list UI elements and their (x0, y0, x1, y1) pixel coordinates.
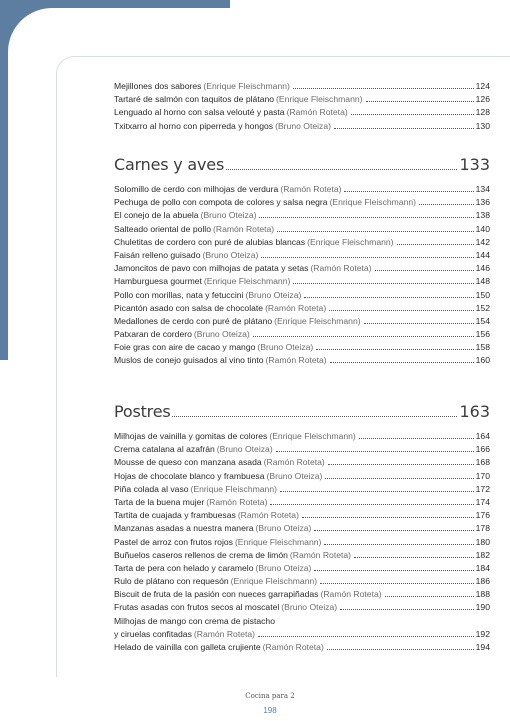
entry-author: (Ramón Roteta) (237, 510, 299, 521)
dot-leader (270, 504, 473, 505)
dot-leader (172, 416, 457, 417)
entry-page: 136 (475, 197, 490, 208)
toc-entry (114, 183, 490, 196)
entry-author: (Ramón Roteta) (213, 223, 275, 234)
entry-page: 158 (475, 342, 490, 353)
toc-entry (114, 80, 490, 93)
entry-page: 140 (475, 223, 490, 234)
entry-page: 156 (475, 329, 490, 340)
entry-page: 146 (475, 263, 490, 274)
entry-author: (Bruno Oteiza) (275, 120, 331, 131)
entry-author: (Ramón Roteta) (289, 549, 352, 560)
entry-author: (Bruno Oteiza) (255, 523, 312, 534)
entry-author: (Enrique Fleischmann) (274, 315, 361, 326)
entry-line2 (114, 628, 490, 641)
entry-author: (Enrique Fleischmann) (203, 81, 290, 91)
dot-leader (334, 128, 474, 129)
entry-author: (Ramón Roteta) (265, 302, 327, 313)
dot-leader (324, 544, 473, 545)
entry-page: 166 (475, 444, 490, 455)
toc-entry (114, 354, 490, 367)
toc-entry (114, 196, 490, 209)
section-page: 133 (459, 155, 490, 174)
entry-author: (Enrique Fleischmann) (269, 431, 356, 441)
dot-leader (293, 283, 473, 284)
toc-entry (114, 93, 490, 106)
entry-name: Medallones de cerdo con puré de plátano (114, 315, 273, 326)
dot-leader (293, 88, 474, 89)
toc-entry (114, 456, 490, 469)
toc-entry (114, 275, 490, 288)
entry-name: Picantón asado con salsa de chocolate (114, 302, 264, 313)
dot-leader (277, 231, 474, 232)
entry-page: 170 (475, 470, 490, 481)
entry-author: (Bruno Oteiza) (281, 602, 338, 613)
toc-entry (114, 289, 490, 302)
dot-leader (253, 336, 474, 337)
entry-page: 168 (475, 457, 490, 468)
entry-author: (Ramón Roteta) (263, 457, 325, 468)
entry-page: 148 (475, 276, 490, 287)
entry-name: Pechuga de pollo con compota de colores y salsa negra (114, 197, 328, 208)
entry-name: Hamburguesa gourmet (114, 276, 202, 287)
dot-leader (385, 596, 474, 597)
entry-name: Biscuit de fruta de la pasión con nueces garrapiñadas (114, 589, 319, 600)
entry-name: Crema catalana al azafrán (114, 444, 215, 455)
entry-author: (Enrique Fleischmann) (234, 536, 322, 547)
entry-name: Txitxarro al horno con piperreda y hongos (114, 120, 274, 131)
entry-name: Jamoncitos de pavo con milhojas de patata y setas (114, 263, 309, 274)
dot-leader (261, 257, 473, 258)
toc-entry (114, 249, 490, 262)
toc-entry (114, 236, 490, 249)
toc-entry (114, 341, 490, 354)
dot-leader (397, 244, 474, 245)
entry-name: Pastel de arroz con frutos rojos (114, 536, 233, 547)
entry-author: (Enrique Fleischmann) (276, 94, 363, 105)
toc-entry (114, 470, 490, 483)
entry-author: (Bruno Oteiza) (193, 329, 250, 340)
toc-entry (114, 615, 490, 641)
entry-author: (Bruno Oteiza) (257, 342, 314, 353)
toc-entry (114, 536, 490, 549)
toc-entry (114, 562, 490, 575)
toc-intro-list (114, 80, 490, 133)
entry-name: Chuletitas de cordero con puré de alubias blancas (114, 236, 306, 247)
entry-page: 128 (475, 107, 490, 118)
dot-leader (329, 310, 473, 311)
entry-name: Pollo con morillas, nata y fetuccini (114, 289, 244, 300)
toc-entry (114, 302, 490, 315)
entry-author: (Ramón Roteta) (206, 496, 268, 507)
entry-name: Solomillo de cerdo con milhojas de verdura (114, 184, 279, 194)
entry-author: (Ramón Roteta) (193, 628, 256, 639)
dot-leader (320, 583, 474, 584)
entry-page: 176 (475, 510, 490, 521)
entry-page: 174 (475, 496, 490, 507)
toc-entry (114, 430, 490, 443)
dot-leader (351, 114, 474, 115)
section-heading-carnes (114, 155, 490, 174)
footer-page-number: 198 (263, 706, 277, 715)
dot-leader (226, 169, 457, 170)
dot-leader (304, 297, 473, 298)
entry-name: Tarta de la buena mujer (114, 496, 205, 507)
entry-page: 126 (475, 94, 490, 105)
entry-name: El conejo de la abuela (114, 210, 199, 221)
footer-brand-logo: Cocina para 2 (245, 692, 295, 700)
entry-author: (Bruno Oteiza) (216, 444, 273, 455)
entry-page: 184 (475, 562, 490, 573)
dot-leader (366, 101, 474, 102)
entry-name: Frutas asadas con frutos secos al moscatel (114, 602, 280, 613)
section-title: Postres (114, 402, 171, 421)
entry-name: Muslos de conejo guisados al vino tinto (114, 355, 264, 366)
entry-author: (Bruno Oteiza) (255, 562, 312, 573)
toc-entry (114, 209, 490, 222)
entry-page: 188 (475, 589, 490, 600)
entry-name: Piña colada al vaso (114, 483, 189, 494)
entry-name: Manzanas asadas a nuestra manera (114, 523, 254, 534)
toc-entry (114, 588, 490, 601)
entry-name: Salteado oriental de pollo (114, 223, 211, 234)
entry-author: (Enrique Fleischmann) (190, 483, 277, 494)
entry-page: 152 (475, 302, 490, 313)
entry-page: 134 (475, 184, 490, 194)
dot-leader (375, 270, 474, 271)
section-heading-postres (114, 402, 490, 421)
entry-page: 192 (475, 628, 490, 639)
entry-page: 138 (475, 210, 490, 221)
entry-page: 150 (475, 289, 490, 300)
toc-section-carnes-list (114, 183, 490, 368)
entry-page: 180 (475, 536, 490, 547)
dot-leader (344, 191, 473, 192)
toc-entry (114, 509, 490, 522)
toc-entry (114, 575, 490, 588)
dot-leader (328, 464, 474, 465)
toc-entry (114, 522, 490, 535)
dot-leader (314, 570, 473, 571)
dot-leader (259, 217, 473, 218)
entry-name: Buñuelos caseros rellenos de crema de limón (114, 549, 288, 560)
dot-leader (280, 491, 474, 492)
dot-leader (314, 530, 473, 531)
toc-entry (114, 443, 490, 456)
toc-entry (114, 106, 490, 119)
dot-leader (340, 609, 473, 610)
entry-name-line1: Milhojas de mango con crema de pistacho (114, 615, 275, 626)
entry-name: Rulo de plátano con requesón (114, 576, 229, 587)
dot-leader (276, 451, 474, 452)
entry-author: (Enrique Fleischmann) (230, 576, 318, 587)
dot-leader (419, 204, 474, 205)
entry-name: Mousse de queso con manzana asada (114, 457, 262, 468)
entry-name: Tartita de cuajada y frambuesas (114, 510, 236, 521)
entry-author: (Ramón Roteta) (320, 589, 382, 600)
toc-entry (114, 601, 490, 614)
entry-name: y ciruelas confitadas (114, 628, 192, 639)
entry-page: 164 (475, 431, 490, 441)
entry-author: (Bruno Oteiza) (266, 470, 323, 481)
entry-page: 186 (475, 576, 490, 587)
dot-leader (258, 636, 474, 637)
dot-leader (325, 478, 473, 479)
corner-decoration (0, 0, 58, 56)
dot-leader (359, 438, 474, 439)
entry-name: Faisán relleno guisado (114, 249, 201, 260)
dot-leader (330, 362, 474, 363)
entry-author: (Bruno Oteiza) (245, 289, 302, 300)
toc-entry (114, 315, 490, 328)
entry-author: (Enrique Fleischmann) (203, 276, 291, 287)
entry-name: Lenguado al horno con salsa velouté y pasta (114, 107, 285, 118)
entry-name: Milhojas de vainilla y gomitas de colores (114, 431, 268, 441)
toc-entry (114, 496, 490, 509)
entry-page: 124 (475, 81, 490, 91)
entry-page: 142 (475, 236, 490, 247)
toc-section-postres-list (114, 430, 490, 654)
toc-entry (114, 483, 490, 496)
entry-author: (Ramón Roteta) (280, 184, 342, 194)
dot-leader (316, 349, 473, 350)
toc-entry (114, 262, 490, 275)
section-page: 163 (459, 402, 490, 421)
entry-page: 130 (475, 120, 490, 131)
entry-page: 178 (475, 523, 490, 534)
entry-name: Helado de vainilla con galleta crujiente (114, 642, 261, 653)
entry-page: 160 (475, 355, 490, 366)
dot-leader (354, 557, 474, 558)
dot-leader (302, 517, 474, 518)
dot-leader (364, 323, 474, 324)
entry-author: (Enrique Fleischmann) (307, 236, 394, 247)
entry-name: Patxaran de cordero (114, 329, 192, 340)
entry-page: 172 (475, 483, 490, 494)
entry-author: (Ramón Roteta) (262, 642, 324, 653)
entry-name: Hojas de chocolate blanco y frambuesa (114, 470, 265, 481)
toc-entry (114, 120, 490, 133)
toc-entry (114, 641, 490, 654)
entry-author: (Bruno Oteiza) (200, 210, 257, 221)
entry-page: 144 (475, 249, 490, 260)
entry-name: Tartaré de salmón con taquitos de plátano (114, 94, 275, 105)
entry-name: Tarta de pera con helado y caramelo (114, 562, 254, 573)
entry-author: (Ramón Roteta) (265, 355, 327, 366)
dot-leader (327, 649, 474, 650)
entry-name: Foie gras con aire de cacao y mango (114, 342, 256, 353)
entry-page: 190 (475, 602, 490, 613)
toc-entry (114, 328, 490, 341)
entry-author: (Ramón Roteta) (310, 263, 372, 274)
entry-page: 182 (475, 549, 490, 560)
entry-name: Mejillones dos sabores (114, 81, 202, 91)
entry-author: (Enrique Fleischmann) (329, 197, 417, 208)
toc-entry (114, 549, 490, 562)
entry-page: 154 (475, 315, 490, 326)
toc-entry (114, 223, 490, 236)
entry-author: (Bruno Oteiza) (202, 249, 259, 260)
section-title: Carnes y aves (114, 155, 225, 174)
entry-author: (Ramón Roteta) (286, 107, 348, 118)
entry-page: 194 (475, 642, 490, 653)
